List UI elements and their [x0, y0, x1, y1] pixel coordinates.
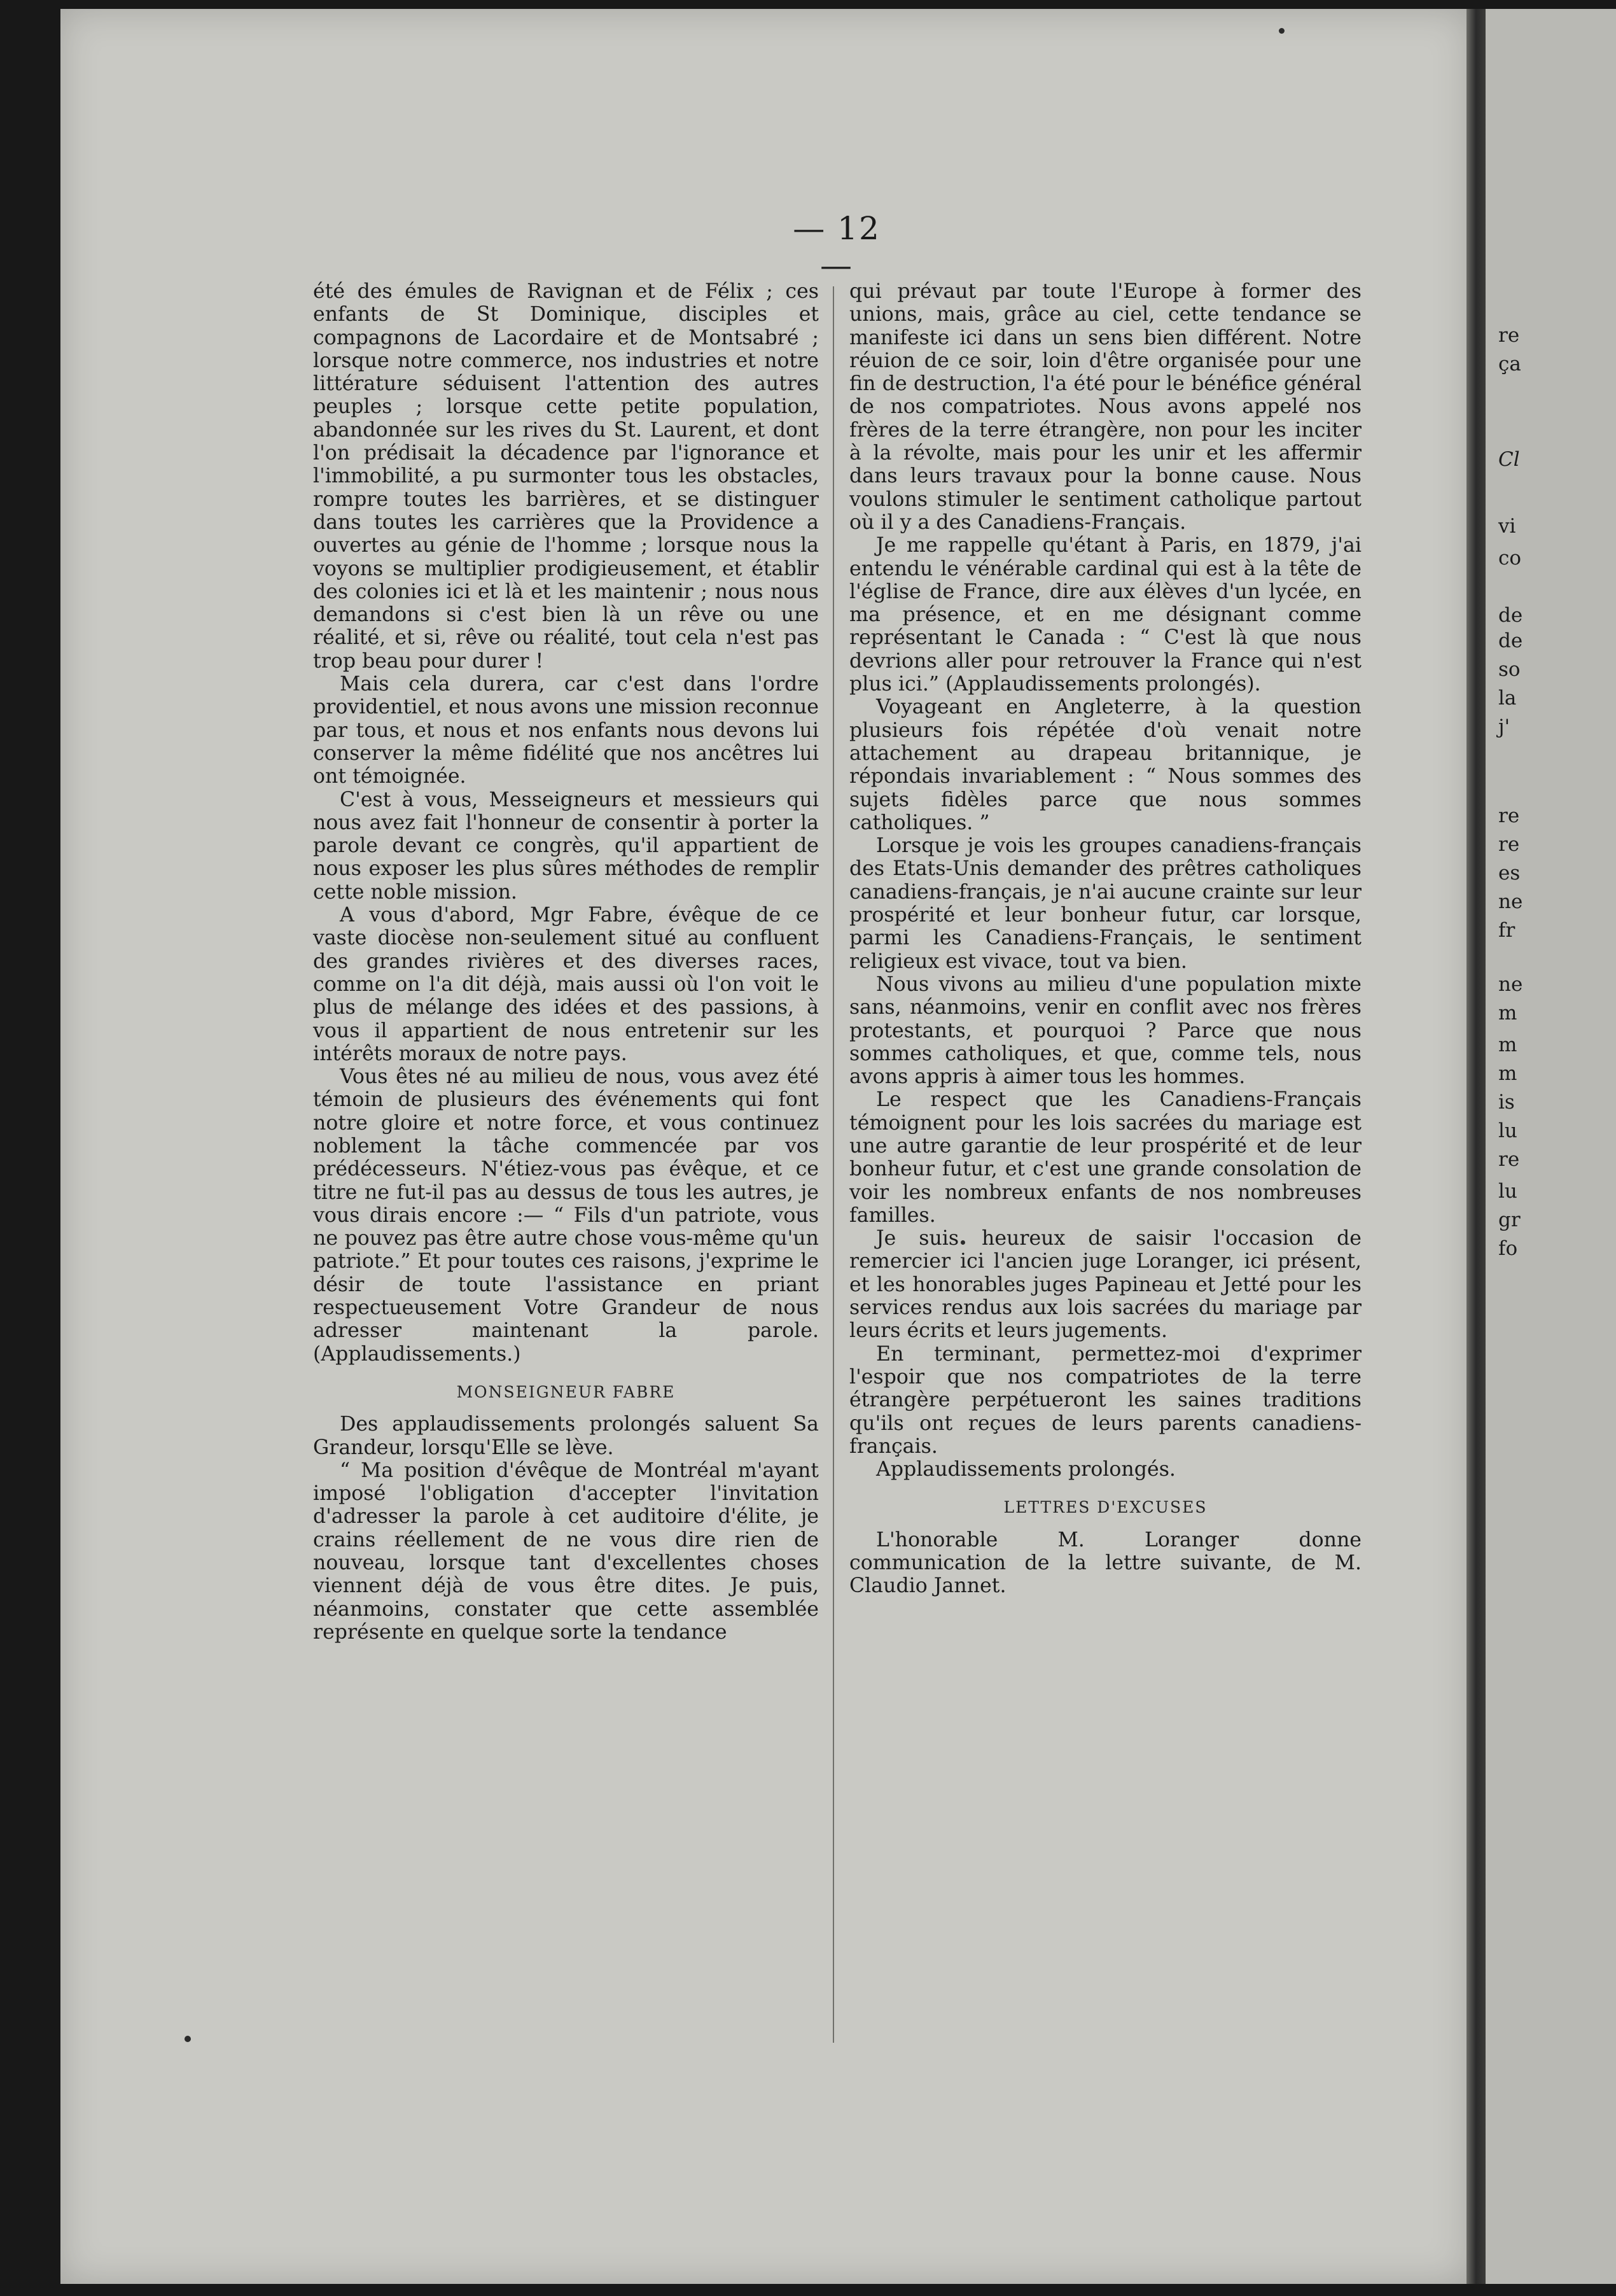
- fragment: re: [1498, 1148, 1520, 1171]
- fragment: es: [1498, 862, 1521, 885]
- paragraph: Nous vivons au milieu d'une population mixte sans, néanmoins, venir en conflit avec nos frères protestants, et pourquoi ? Parce que nous sommes catholiques, et que, comme tels, nous avons appris à aimer tous les hommes.: [849, 972, 1362, 1089]
- right-column: [849, 280, 1362, 1598]
- fragment: m: [1498, 1033, 1517, 1056]
- section-heading: LETTRES D'EXCUSES: [1003, 1498, 1208, 1517]
- fragment: j': [1498, 715, 1510, 738]
- paragraph: L'honorable M. Loranger donne communication de la lettre suivante, de M. Claudio Jannet.: [849, 1528, 1362, 1598]
- fragment: ça: [1498, 353, 1521, 375]
- fragment: re: [1498, 833, 1520, 856]
- column-rule: [833, 286, 834, 2043]
- fragment: de: [1498, 629, 1523, 652]
- fragment: fr: [1498, 919, 1515, 942]
- paragraph: qui prévaut par toute l'Europe à former des unions, mais, grâce au ciel, cette tendance se manifeste ici dans un sens bien différent. Notre réuion de ce soir, loin d'être organisée pour une fin de destruction, l'a été pour le bénéfice général de nos compatriotes. Nous avons appelé nos frères de la terre étrangère, non pour les inciter à la révolte, mais pour les unir et les affermir dans leurs travaux pour la bonne cause. Nous voulons stimuler le sentiment catholique partout où il y a des Canadiens-Français.: [849, 280, 1362, 534]
- paragraph: Vous êtes né au milieu de nous, vous avez été témoin de plusieurs des événements qui font notre gloire et notre force, et vous continuez noblement la tâche commencée par vos prédécesseurs. N'étiez-vous pas évêque, et ce titre ne fut-il pas au dessus de tous les autres, je vous dirais encore :— “ Fils d'un patriote, vous ne pouvez pas être autre chose vous-même qu'un patriote.” Et pour toutes ces raisons, j'exprime le désir de toute l'assistance en priant respectueusement Votre Grandeur de nous adresser maintenant la parole. (Applaudissements.): [313, 1065, 819, 1366]
- paragraph: “ Ma position d'évêque de Montréal m'ayant imposé l'obligation d'accepter l'invitation d'adresser la parole à cet auditoire d'élite, je crains réellement de ne vous dire rien de nouveau, lorsque tant d'excellentes choses viennent déjà de vous être dites. Je puis, néanmoins, constater que cette assemblée représente en quelque sorte la tendance: [313, 1459, 819, 1644]
- fragment: vi: [1498, 515, 1516, 538]
- section-heading: MONSEIGNEUR FABRE: [456, 1382, 676, 1401]
- fragment: de: [1498, 604, 1523, 627]
- left-column: [313, 280, 819, 1644]
- fragment: lu: [1498, 1119, 1517, 1142]
- page-fold: [1466, 9, 1486, 2284]
- fragment: is: [1498, 1091, 1515, 1114]
- adjacent-page-edge: [1486, 9, 1616, 2284]
- fragment: Cl: [1498, 448, 1520, 471]
- paragraph: Voyageant en Angleterre, à la question plusieurs fois répétée d'où venait notre attachement au drapeau britannique, je répondais invariablement : “ Nous sommes des sujets fidèles parce que nous sommes catholiques. ”: [849, 696, 1362, 834]
- fragment: ne: [1498, 973, 1523, 996]
- paragraph: Applaudissements prolongés.: [876, 1458, 1176, 1481]
- fragment: m: [1498, 1062, 1517, 1085]
- paragraph: En terminant, permettez-moi d'exprimer l'espoir que nos compatriotes de la terre étrangère perpétueront les saines traditions qu'ils ont reçues de leurs parents canadiens-français.: [849, 1342, 1362, 1458]
- paragraph: Mais cela durera, car c'est dans l'ordre providentiel, et nous avons une mission reconnue par tous, et nous et nos enfants nous devons lui conserver la même fidélité que nos ancêtres lui ont témoignée.: [313, 673, 819, 788]
- paragraph: Je me rappelle qu'étant à Paris, en 1879, j'ai entendu le vénérable cardinal qui est à la tête de l'église de France, dire aux élèves d'un lycée, en ma présence, et en me désignant comme représentant le Canada : “ C'est là que nous devrions aller pour retrouver la France qui n'est plus ici.” (Applaudissements prolongés).: [849, 534, 1362, 696]
- paragraph: été des émules de Ravignan et de Félix ; ces enfants de St Dominique, disciples et compagnons de Lacordaire et de Montsabré ; lorsque notre commerce, nos industries et notre littérature séduisent l'attention des autres peuples ; lorsque cette petite population, abandonnée sur les rives du St. Laurent, et dont l'on prédisait la décadence par l'ignorance et l'immobilité, a pu surmonter tous les obstacles, rompre toutes les barrières, et se distinguer dans toutes les carrières que la Providence a ouvertes au génie de l'homme ; lorsque nous la voyons se multiplier prodigieusement, et établir des colonies ici et là et les maintenir ; nous nous demandons si c'est bien là un rêve ou une réalité, et si, rêve ou réalité, tout cela n'est pas trop beau pour durer !: [313, 280, 819, 673]
- paragraph: A vous d'abord, Mgr Fabre, évêque de ce vaste diocèse non-seulement situé au confluent des grandes rivières et des diverses races, comme on l'a dit déjà, mais aussi où l'on voit le plus de mélange des idées et des passions, à vous il appartient de nous entretenir sur les intérêts moraux de notre pays.: [313, 904, 819, 1065]
- page-number: — 12 —: [793, 210, 881, 284]
- fragment: la: [1498, 687, 1517, 710]
- fragment: co: [1498, 547, 1522, 570]
- fragment: re: [1498, 324, 1520, 347]
- fragment: re: [1498, 804, 1520, 827]
- paragraph: C'est à vous, Messeigneurs et messieurs qui nous avez fait l'honneur de consentir à porter la parole devant ce congrès, qu'il appartient de nous exposer les plus sûres méthodes de remplir cette noble mission.: [313, 788, 819, 904]
- paragraph: Je suis heureux de saisir l'occasion de remercier ici l'ancien juge Loranger, ici présent, et les honorables juges Papineau et Jetté pour les services rendus aux lois sacrées du mariage par leurs écrits et leurs jugements.: [849, 1227, 1362, 1343]
- fragment: lu: [1498, 1180, 1517, 1203]
- fragment: so: [1498, 658, 1521, 681]
- fragment: fo: [1498, 1237, 1518, 1260]
- paragraph: Des applaudissements prolongés saluent Sa Grandeur, lorsqu'Elle se lève.: [313, 1413, 819, 1459]
- fragment: gr: [1498, 1208, 1521, 1231]
- paragraph: Le respect que les Canadiens-Français témoignent pour les lois sacrées du mariage est une autre garantie de leur prospérité et de leur bonheur futur, et c'est une grande consolation de voir les nombreux enfants de nos nombreuses familles.: [849, 1088, 1362, 1227]
- fragment: m: [1498, 1002, 1517, 1025]
- paragraph: Lorsque je vois les groupes canadiens-français des Etats-Unis demander des prêtres catholiques canadiens-français, je n'ai aucune crainte sur leur prospérité et leur bonheur futur, car lorsque, parmi les Canadiens-Français, le sentiment religieux est vivace, tout va bien.: [849, 834, 1362, 973]
- fragment: ne: [1498, 890, 1523, 913]
